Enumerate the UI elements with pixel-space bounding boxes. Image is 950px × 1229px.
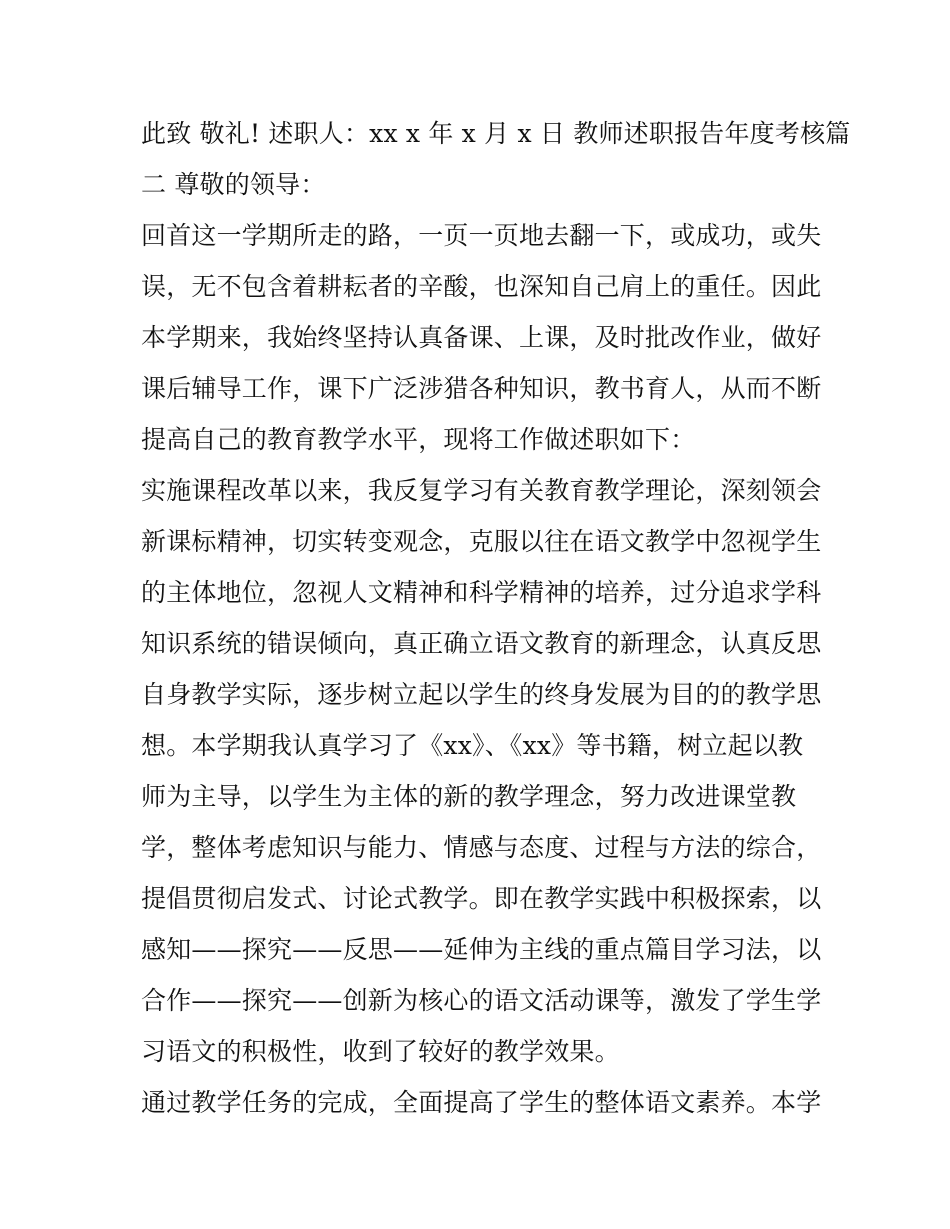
text-line: 通过教学任务的完成，全面提高了学生的整体语文素养。本学 <box>141 1088 822 1117</box>
text-line: 课后辅导工作，课下广泛涉猎各种知识，教书育人，从而不断 <box>141 374 822 403</box>
text-line: 误，无不包含着耕耘者的辛酸，也深知自己肩上的重任。因此 <box>141 272 822 301</box>
text-line: 合作——探究——创新为核心的语文活动课等，激发了学生学 <box>141 986 822 1015</box>
text-line: 学，整体考虑知识与能力、情感与态度、过程与方法的综合， <box>141 833 822 862</box>
text-line: 知识系统的错误倾向，真正确立语文教育的新理念，认真反思 <box>141 629 822 658</box>
text-line: 提倡贯彻启发式、讨论式教学。即在教学实践中积极探索，以 <box>141 884 822 913</box>
text-line: 感知——探究——反思——延伸为主线的重点篇目学习法，以 <box>141 935 822 964</box>
text-line: 新课标精神，切实转变观念，克服以往在语文教学中忽视学生 <box>141 527 822 556</box>
text-line: 师为主导，以学生为主体的新的教学理念，努力改进课堂教 <box>141 782 797 811</box>
text-line: 自身教学实际，逐步树立起以学生的终身发展为目的的教学思 <box>141 680 822 709</box>
text-line: 提高自己的教育教学水平，现将工作做述职如下： <box>141 425 696 454</box>
text-line: 此致 敬礼! 述职人：xx x 年 x 月 x 日 教师述职报告年度考核篇 <box>141 119 851 148</box>
document-body <box>141 108 851 1128</box>
text-line: 想。本学期我认真学习了《xx》、《xx》等书籍，树立起以教 <box>141 731 804 760</box>
text-line: 习语文的积极性，收到了较好的教学效果。 <box>141 1037 620 1066</box>
text-line: 实施课程改革以来，我反复学习有关教育教学理论，深刻领会 <box>141 476 822 505</box>
text-line: 二 尊敬的领导： <box>141 170 326 199</box>
text-line: 回首这一学期所走的路，一页一页地去翻一下，或成功，或失 <box>141 221 822 250</box>
text-line: 本学期来，我始终坚持认真备课、上课，及时批改作业，做好 <box>141 323 822 352</box>
text-line: 的主体地位，忽视人文精神和科学精神的培养，过分追求学科 <box>141 578 822 607</box>
